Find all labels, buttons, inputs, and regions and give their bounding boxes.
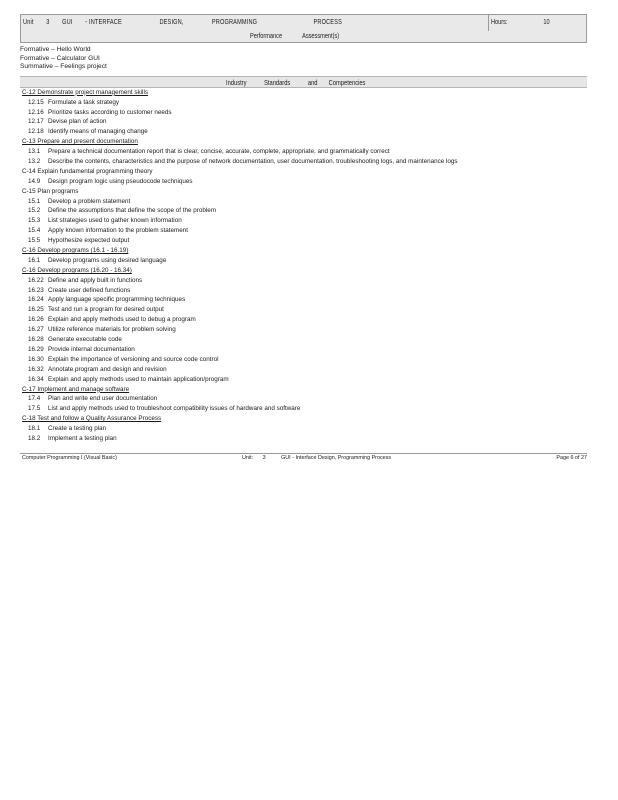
item-number: 16.27 <box>28 326 44 334</box>
competency-heading: C-14 Explain fundamental programming theory <box>22 167 153 175</box>
item-text: Design program logic using pseudocode techniques <box>48 177 193 185</box>
assessment-item: Formative – Hello World <box>20 46 91 53</box>
competency-item <box>20 147 587 157</box>
competency-item <box>20 315 587 325</box>
hours-value: 10 <box>543 17 550 26</box>
item-number: 16.32 <box>28 365 44 373</box>
assessment-list <box>20 46 587 72</box>
document-page <box>20 14 587 444</box>
performance-assessment-heading <box>250 31 350 40</box>
item-text: Create user defined functions <box>48 286 131 294</box>
page-footer <box>20 453 587 463</box>
item-number: 15.4 <box>28 227 41 235</box>
perf-word: Performance <box>250 31 283 40</box>
item-text: Develop a problem statement <box>48 197 131 205</box>
item-text: Hypothesize expected output <box>48 237 130 245</box>
item-number: 18.1 <box>28 425 41 433</box>
competency-item <box>20 434 587 444</box>
competency-item <box>20 216 587 226</box>
standards-word: Competencies <box>328 77 366 87</box>
title-word: - INTERFACE <box>85 17 122 26</box>
footer-course: Computer Programming I (Visual Basic) <box>22 455 117 461</box>
standards-word: and <box>307 77 318 87</box>
item-number: 13.2 <box>28 158 41 166</box>
footer-unit-label: Unit: <box>242 455 254 461</box>
item-text: Create a testing plan <box>48 425 107 433</box>
standards-word: Industry <box>226 77 247 87</box>
unit-title <box>23 17 353 26</box>
item-number: 16.30 <box>28 355 44 363</box>
item-number: 16.1 <box>28 256 41 264</box>
competency-heading: C-15 Plan programs <box>22 187 79 195</box>
assessment-item: Summative – Feelings project <box>20 63 107 71</box>
item-text: Test and run a program for desired output <box>48 306 164 314</box>
competency-item <box>20 276 587 286</box>
item-number: 15.1 <box>28 197 41 205</box>
competency-item <box>20 117 587 127</box>
item-text: Provide internal documentation <box>48 345 135 353</box>
item-number: 16.23 <box>28 286 44 294</box>
competency-item <box>20 305 587 315</box>
unit-label: Unit <box>23 17 34 26</box>
item-number: 14.9 <box>28 177 41 185</box>
item-number: 12.15 <box>28 98 44 106</box>
standards-word: Standards <box>264 77 291 87</box>
competency-item <box>20 355 587 365</box>
competency-heading: C-17 Implement and manage software <box>22 385 130 393</box>
item-number: 15.3 <box>28 217 41 225</box>
competency-item <box>20 197 587 207</box>
item-text: Define and apply built in functions <box>48 276 143 284</box>
item-number: 12.18 <box>28 128 44 136</box>
item-text: Apply known information to the problem statement <box>48 227 189 235</box>
competency-item <box>20 394 587 404</box>
competency-item <box>20 127 587 137</box>
competency-item <box>20 286 587 296</box>
competency-item <box>20 375 587 385</box>
unit-header <box>20 14 587 43</box>
item-number: 12.16 <box>28 108 44 116</box>
competency-item <box>20 325 587 335</box>
hours <box>491 17 568 26</box>
item-number: 16.25 <box>28 306 44 314</box>
item-text: Explain and apply methods used to debug a program <box>48 316 196 324</box>
item-number: 17.4 <box>28 395 41 403</box>
competency-item <box>20 108 587 118</box>
competency-item <box>20 226 587 236</box>
item-number: 16.24 <box>28 296 44 304</box>
competency-item <box>20 177 587 187</box>
item-number: 17.5 <box>28 405 41 413</box>
footer-unit-number: 3 <box>262 455 266 461</box>
competency-heading: C-13 Prepare and present documentation <box>22 138 138 146</box>
item-text: Apply language specific programming techniques <box>48 296 186 304</box>
competency-item <box>20 256 587 266</box>
competency-item <box>20 335 587 345</box>
competency-item <box>20 424 587 434</box>
standards-title <box>226 78 377 87</box>
footer-page-number: Page 6 of 27 <box>556 455 587 461</box>
competency-item <box>20 236 587 246</box>
competency-item <box>20 206 587 216</box>
title-word: GUI <box>62 17 73 26</box>
hours-label: Hours: <box>491 17 508 26</box>
item-text: Develop programs using desired language <box>48 256 167 264</box>
competency-heading: C-16 Develop programs (16.20 - 16.34) <box>22 266 132 274</box>
item-text: Formulate a task strategy <box>48 98 120 106</box>
item-number: 16.34 <box>28 375 44 383</box>
footer-unit-title: GUI - Interface Design, Programming Process <box>281 455 392 461</box>
competency-heading: C-12 Demonstrate project management skills <box>22 88 148 96</box>
item-number: 16.28 <box>28 336 44 344</box>
competency-heading: C-18 Test and follow a Quality Assurance Process <box>22 415 162 423</box>
competency-item <box>20 157 587 167</box>
competency-heading: C-16 Develop programs (16.1 - 16.19) <box>22 247 129 255</box>
title-word: DESIGN, <box>159 17 184 26</box>
item-text: Describe the contents, characteristics and the purpose of network documentation, user documentation, troubleshooting logs, and maintenance logs <box>48 158 458 166</box>
competency-list <box>20 88 587 444</box>
item-number: 15.2 <box>28 207 41 215</box>
item-text: Define the assumptions that define the scope of the problem <box>48 207 217 215</box>
competency-item <box>20 295 587 305</box>
item-text: Utilize reference materials for problem solving <box>48 326 176 334</box>
item-text: Plan and write end user documentation <box>48 395 158 403</box>
item-text: Generate executable code <box>48 336 122 344</box>
competency-item <box>20 345 587 355</box>
title-word: PROCESS <box>313 17 343 26</box>
item-number: 13.1 <box>28 148 41 156</box>
item-number: 16.22 <box>28 276 44 284</box>
item-text: Annotate program and design and revision <box>48 365 167 373</box>
competency-item <box>20 98 587 108</box>
title-word: PROGRAMMING <box>211 17 258 26</box>
competency-item <box>20 404 587 414</box>
item-text: Implement a testing plan <box>48 434 117 442</box>
item-number: 12.17 <box>28 118 44 126</box>
item-text: Prioritize tasks according to customer needs <box>48 108 172 116</box>
item-text: List and apply methods used to troubleshoot compatibility issues of hardware and software <box>48 405 301 413</box>
item-number: 16.26 <box>28 316 44 324</box>
standards-heading <box>20 76 587 88</box>
item-number: 15.5 <box>28 237 41 245</box>
competency-item <box>20 365 587 375</box>
item-text: Prepare a technical documentation report that is clear, concise, accurate, complete, appropriate, and grammatically correct <box>48 148 390 156</box>
item-text: List strategies used to gather known information <box>48 217 182 225</box>
perf-word: Assessment(s) <box>302 31 340 40</box>
item-text: Explain and apply methods used to maintain application/program <box>48 375 229 383</box>
footer-unit <box>242 455 407 461</box>
item-number: 18.2 <box>28 434 41 442</box>
item-number: 16.29 <box>28 345 44 353</box>
item-text: Identify means of managing change <box>48 128 148 136</box>
item-text: Devise plan of action <box>48 118 107 126</box>
unit-number: 3 <box>46 17 50 26</box>
hours-box <box>488 15 588 31</box>
item-text: Explain the importance of versioning and source code control <box>48 355 219 363</box>
assessment-item: Formative – Calculator GUI <box>20 54 100 62</box>
